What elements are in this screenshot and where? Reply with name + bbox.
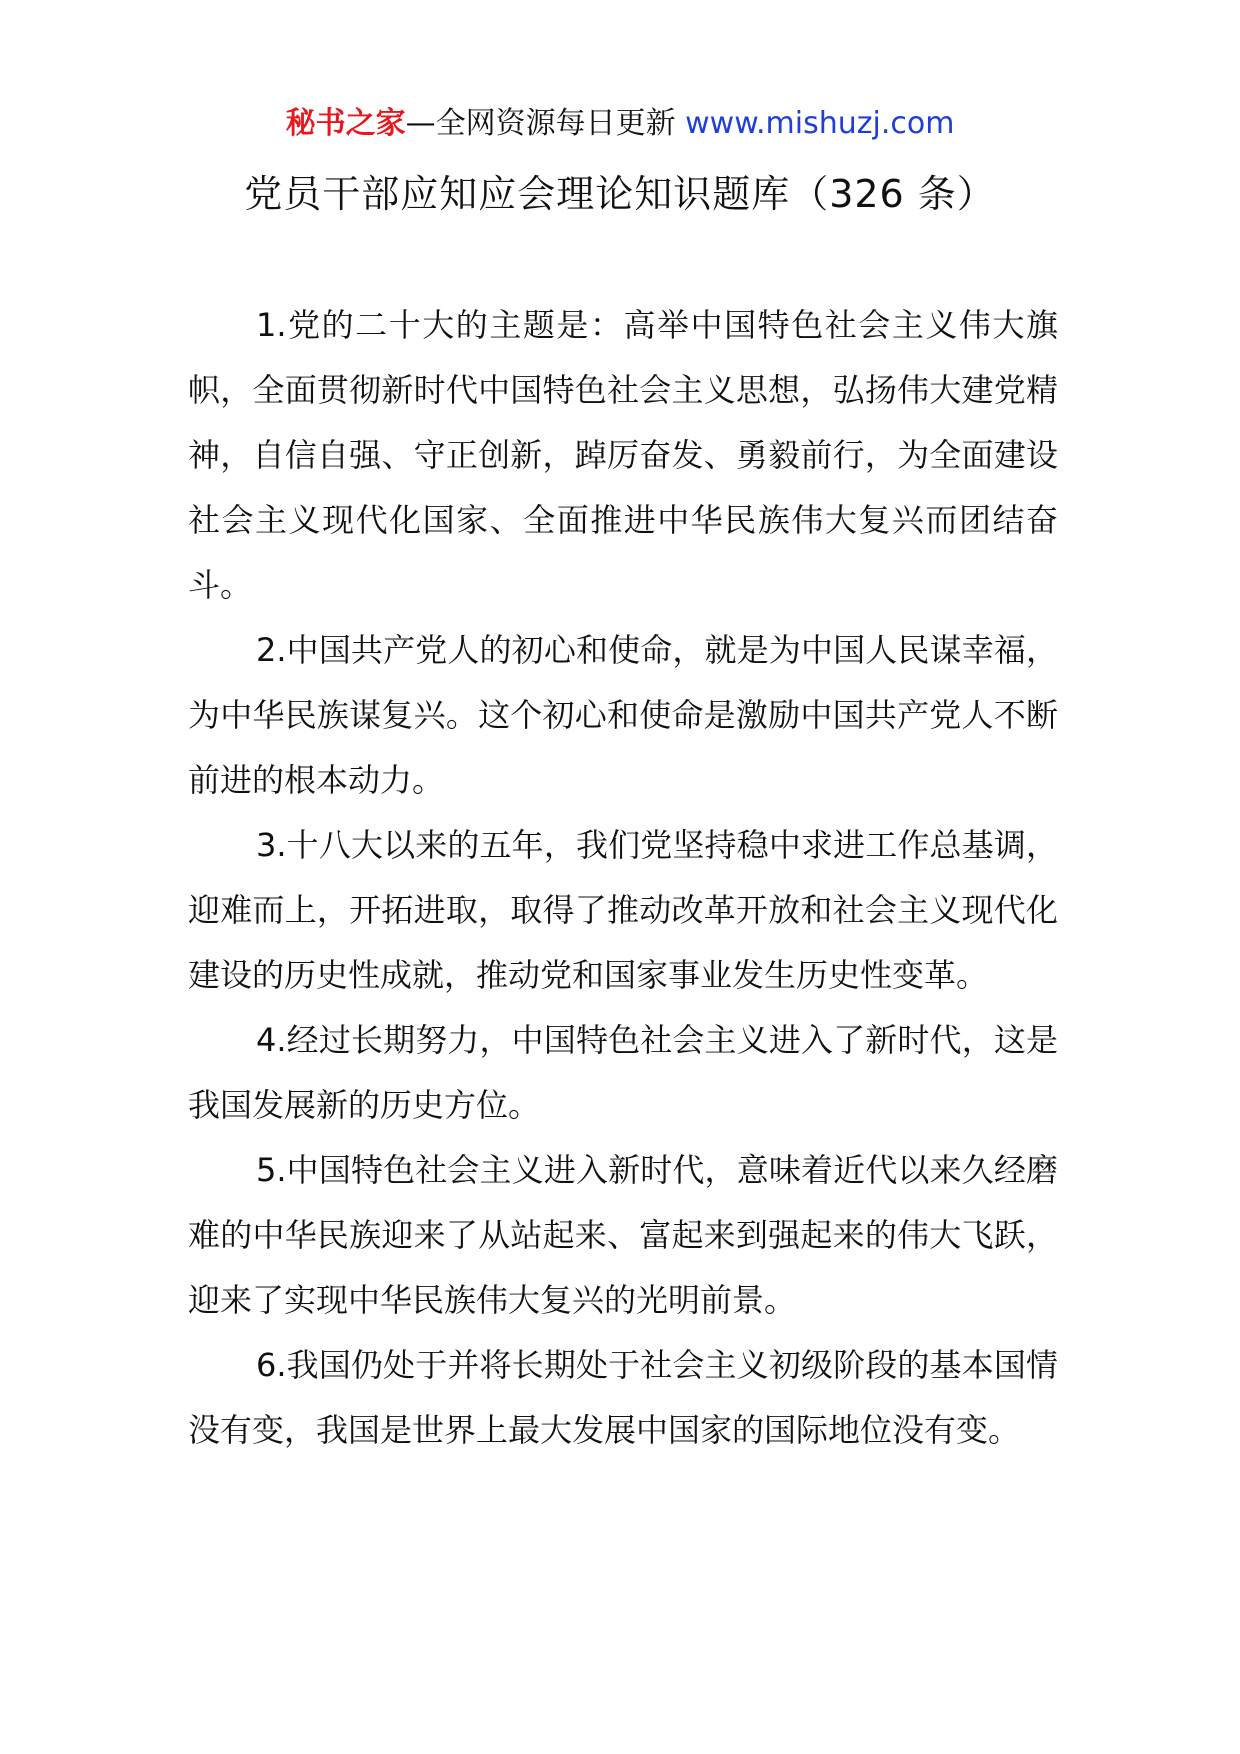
question-item-1: 1.党的二十大的主题是：高举中国特色社会主义伟大旗帜，全面贯彻新时代中国特色社会主义思想，弘扬伟大建党精神，自信自强、守正创新，踔厉奋发、勇毅前行，为全面建设社会主义现代化国家、全面推进中华民族伟大复兴而团结奋斗。: [188, 306, 1058, 604]
question-item-6: 6.我国仍处于并将长期处于社会主义初级阶段的基本国情没有变，我国是世界上最大发展中国家的国际地位没有变。: [188, 1346, 1058, 1449]
question-item-4: 4.经过长期努力，中国特色社会主义进入了新时代，这是我国发展新的历史方位。: [188, 1021, 1058, 1124]
header-tagline: —全网资源每日更新: [405, 106, 686, 141]
site-header: [0, 102, 1240, 146]
question-item-3: 3.十八大以来的五年，我们党坚持稳中求进工作总基调，迎难而上，开拓进取，取得了推动改革开放和社会主义现代化建设的历史性成就，推动党和国家事业发生历史性变革。: [188, 826, 1058, 994]
question-item-2: 2.中国共产党人的初心和使命，就是为中国人民谋幸福，为中华民族谋复兴。这个初心和使命是激励中国共产党人不断前进的根本动力。: [188, 631, 1058, 799]
brand-name: 秘书之家: [285, 106, 406, 141]
question-item-5: 5.中国特色社会主义进入新时代，意味着近代以来久经磨难的中华民族迎来了从站起来、富起来到强起来的伟大飞跃，迎来了实现中华民族伟大复兴的光明前景。: [188, 1151, 1058, 1319]
site-url-link[interactable]: www.mishuzj.com: [685, 106, 955, 141]
document-body: [188, 293, 1058, 1463]
document-title: 党员干部应知应会理论知识题库（326 条）: [244, 172, 996, 216]
